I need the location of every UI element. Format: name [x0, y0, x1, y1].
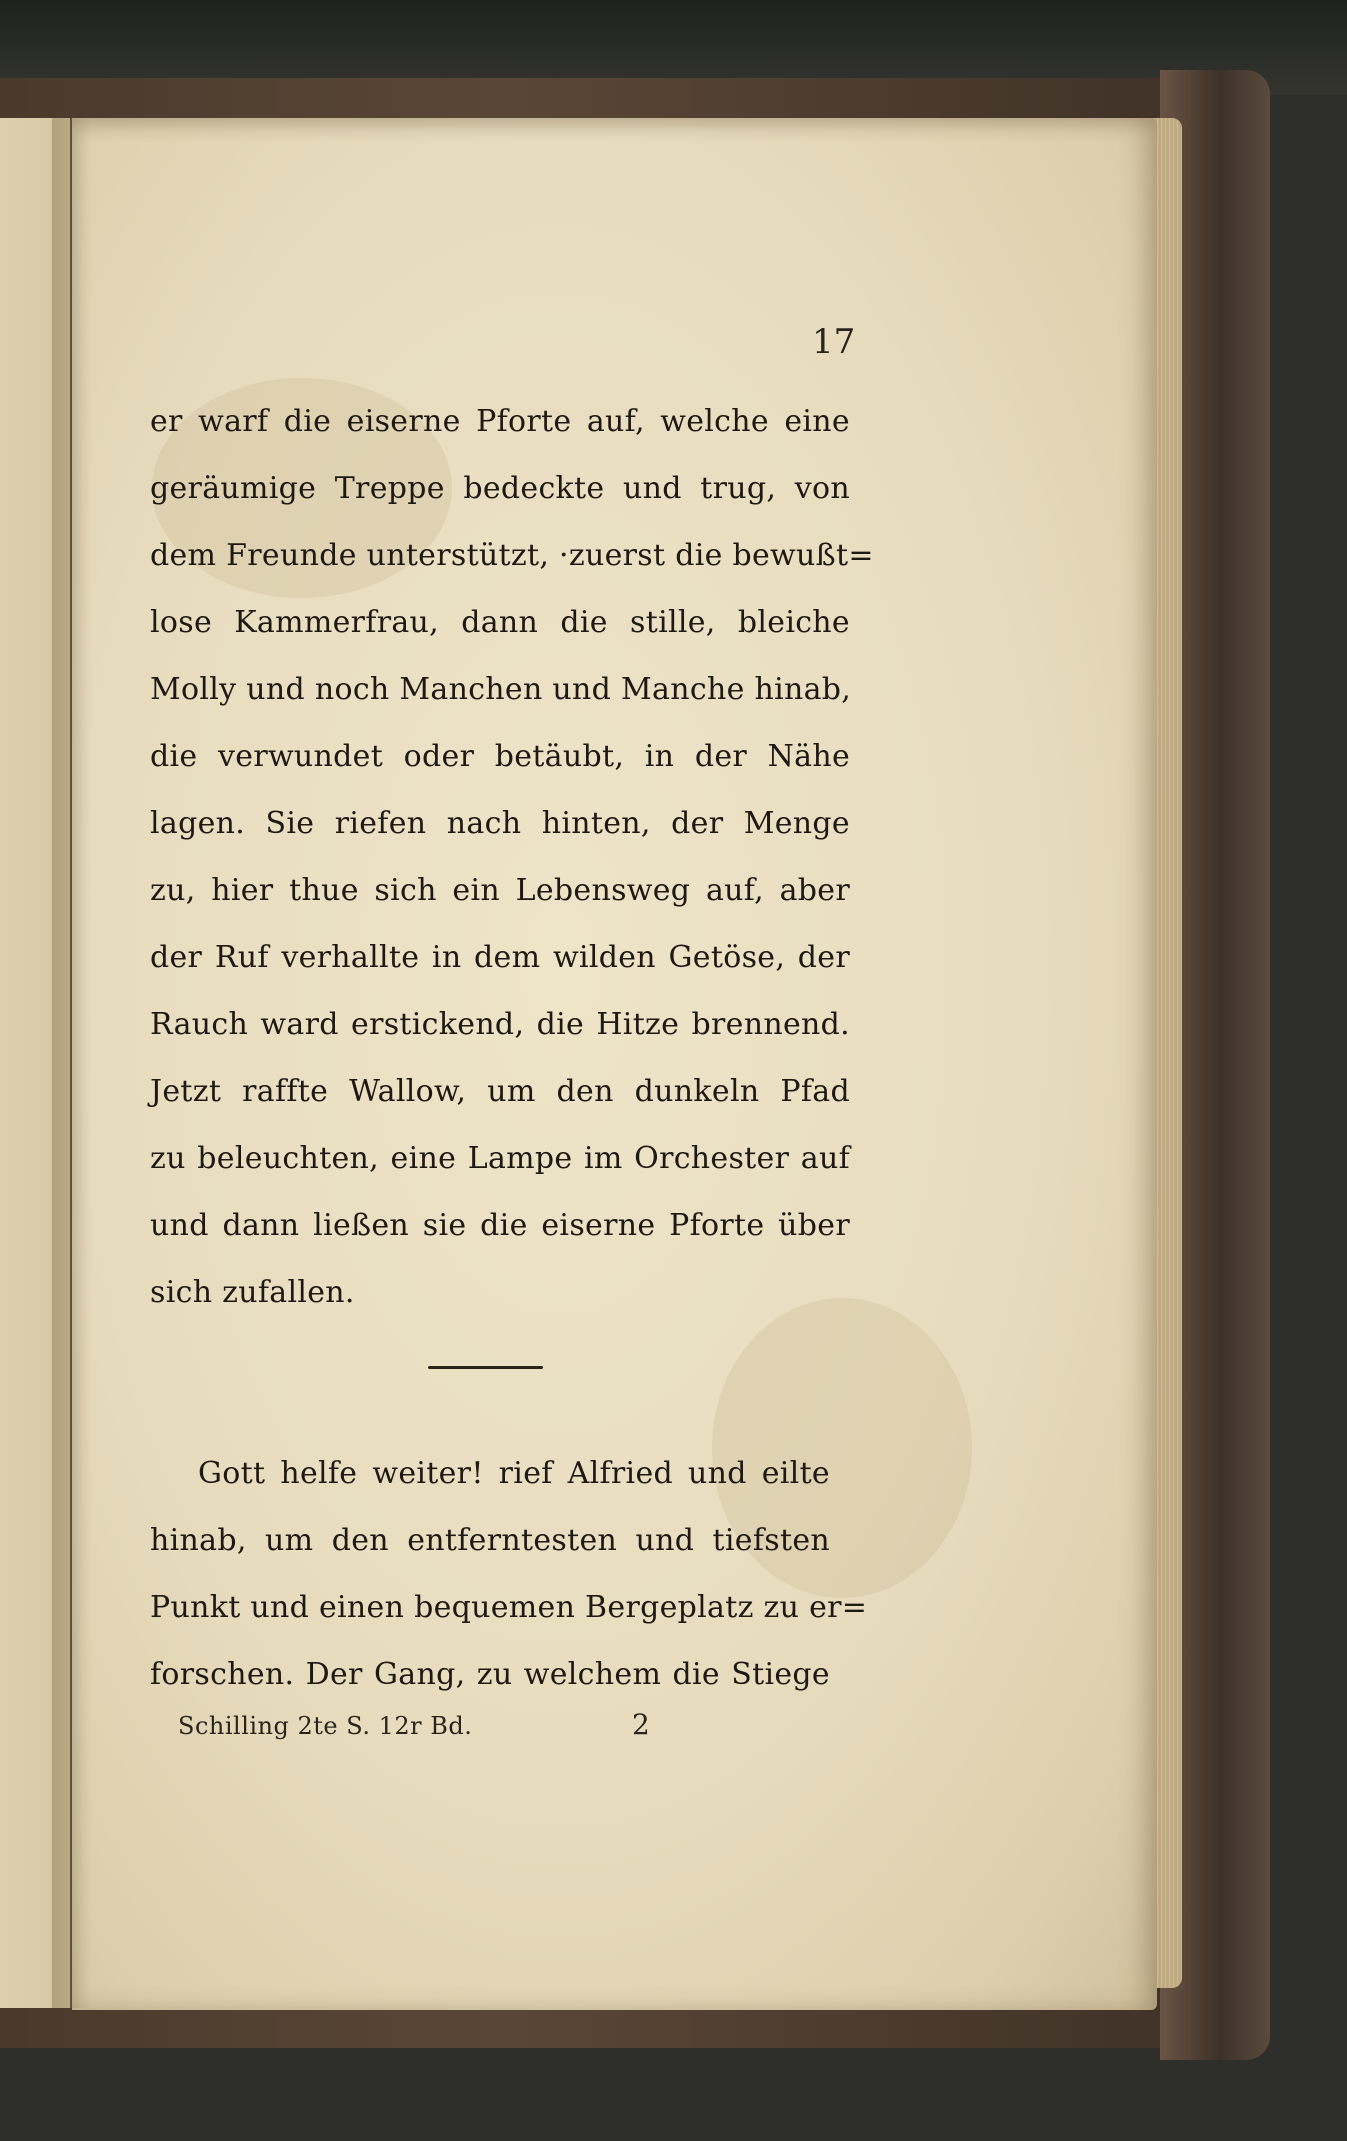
text-line: sich zufallen.: [150, 1275, 355, 1310]
section-divider: [428, 1366, 543, 1369]
page-gutter: [52, 118, 92, 2008]
text-line: Molly und noch Manchen und Manche hinab,: [150, 672, 852, 707]
paragraph-2: [150, 1440, 868, 1708]
text-line: Gott helfe weiter! rief Alfried und eilte: [198, 1456, 830, 1491]
text-line: lagen. Sie riefen nach hinten, der Menge: [150, 806, 850, 841]
text-line: der Ruf verhallte in dem wilden Getöse, der: [150, 940, 850, 975]
text-line: forschen. Der Gang, zu welchem die Stiege: [150, 1657, 830, 1692]
text-line: lose Kammerfrau, dann die stille, bleiche: [150, 605, 850, 640]
text-line: dem Freunde unterstützt, ·zuerst die bewußt=: [150, 538, 874, 573]
signature-mark: 2: [632, 1708, 650, 1741]
text-line: zu beleuchten, eine Lampe im Orchester auf: [150, 1141, 850, 1176]
text-line: hinab, um den entferntesten und tiefsten: [150, 1523, 830, 1558]
text-line: die verwundet oder betäubt, in der Nähe: [150, 739, 850, 774]
text-line: er warf die eiserne Pforte auf, welche eine: [150, 404, 850, 439]
text-line: Punkt und einen bequemen Bergeplatz zu er=: [150, 1590, 868, 1625]
page-number: 17: [812, 322, 856, 362]
text-line: zu, hier thue sich ein Lebensweg auf, aber: [150, 873, 850, 908]
paragraph-1: [150, 388, 874, 1326]
text-line: geräumige Treppe bedeckte und trug, von: [150, 471, 850, 506]
text-line: und dann ließen sie die eiserne Pforte über: [150, 1208, 850, 1243]
text-line: Rauch ward erstickend, die Hitze brennend.: [150, 1007, 850, 1042]
text-line: Jetzt raffte Wallow, um den dunkeln Pfad: [150, 1074, 850, 1109]
printer-signature: Schilling 2te S. 12r Bd.: [178, 1712, 473, 1740]
